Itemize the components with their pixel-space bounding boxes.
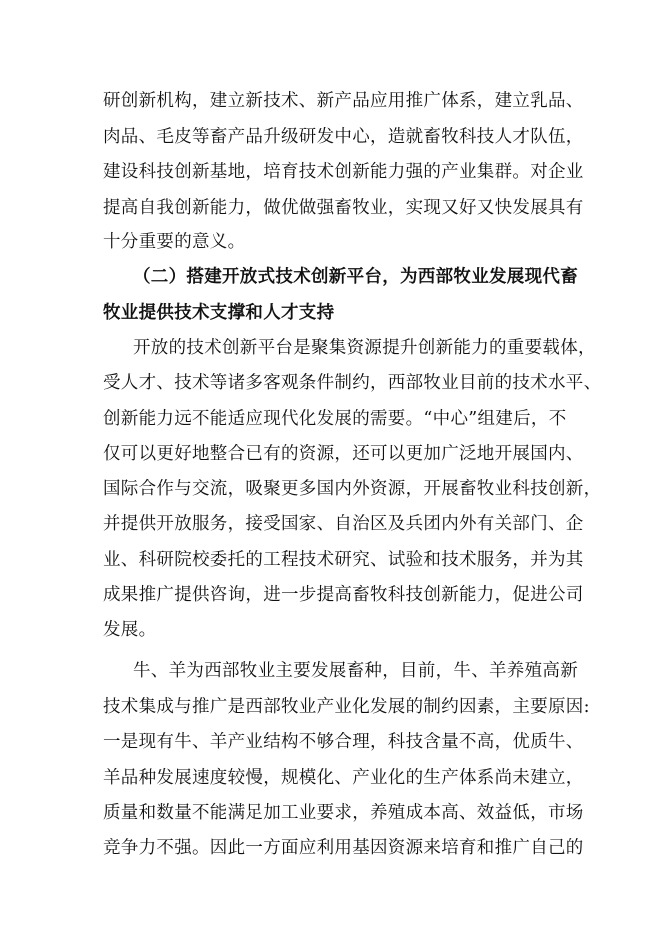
paragraph-3-line-6: 竞争力不强。因此一方面应利用基因资源来培育和推广自己的 [103, 838, 584, 858]
section-heading-line-2: 牧业提供技术支撑和人才支持 [103, 303, 335, 323]
paragraph-3-line-5: 质量和数量不能满足加工业要求，养殖成本高、效益低，市场 [103, 803, 584, 823]
paragraph-2-line-3: 创新能力远不能适应现代化发展的需要。“中心”组建后，不 [103, 409, 567, 429]
paragraph-1-line-2: 肉品、毛皮等畜产品升级研发中心，造就畜牧科技人才队伍， [103, 127, 584, 147]
paragraph-2-line-8: 成果推广提供咨询，进一步提高畜牧科技创新能力，促进公司 [103, 585, 584, 605]
paragraph-2-line-6: 并提供开放服务，接受国家、自治区及兵团内外有关部门、企 [103, 514, 584, 534]
paragraph-1-line-1: 研创新机构，建立新技术、新产品应用推广体系，建立乳品、 [103, 91, 584, 111]
paragraph-2-line-4: 仅可以更好地整合已有的资源，还可以更加广泛地开展国内、 [103, 444, 584, 464]
paragraph-2-line-1: 开放的技术创新平台是聚集资源提升创新能力的重要载体， [133, 338, 596, 358]
paragraph-2-line-5: 国际合作与交流，吸聚更多国内外资源，开展畜牧业科技创新， [103, 479, 602, 499]
paragraph-3-line-1: 牛、羊为西部牧业主要发展畜种，目前，牛、羊养殖高新 [133, 661, 578, 681]
paragraph-1-line-3: 建设科技创新基地，培育技术创新能力强的产业集群。对企业 [103, 162, 584, 182]
paragraph-2-line-2: 受人才、技术等诸多客观条件制约，西部牧业目前的技术水平、 [103, 373, 602, 393]
paragraph-2-line-9: 发展。 [103, 620, 157, 640]
paragraph-3-line-3: 一是现有牛、羊产业结构不够合理，科技含量不高，优质牛、 [103, 732, 584, 752]
paragraph-2-line-7: 业、科研院校委托的工程技术研究、试验和技术服务，并为其 [103, 550, 584, 570]
paragraph-3-line-4: 羊品种发展速度较慢，规模化、产业化的生产体系尚未建立， [103, 768, 584, 788]
section-heading-line-1: （二）搭建开放式技术创新平台，为西部牧业发展现代畜 [133, 267, 578, 287]
paragraph-3-line-2: 技术集成与推广是西部牧业产业化发展的制约因素，主要原因: [103, 697, 590, 717]
paragraph-1-line-4: 提高自我创新能力，做优做强畜牧业，实现又好又快发展具有 [103, 198, 584, 218]
paragraph-1-line-5: 十分重要的意义。 [103, 232, 246, 252]
